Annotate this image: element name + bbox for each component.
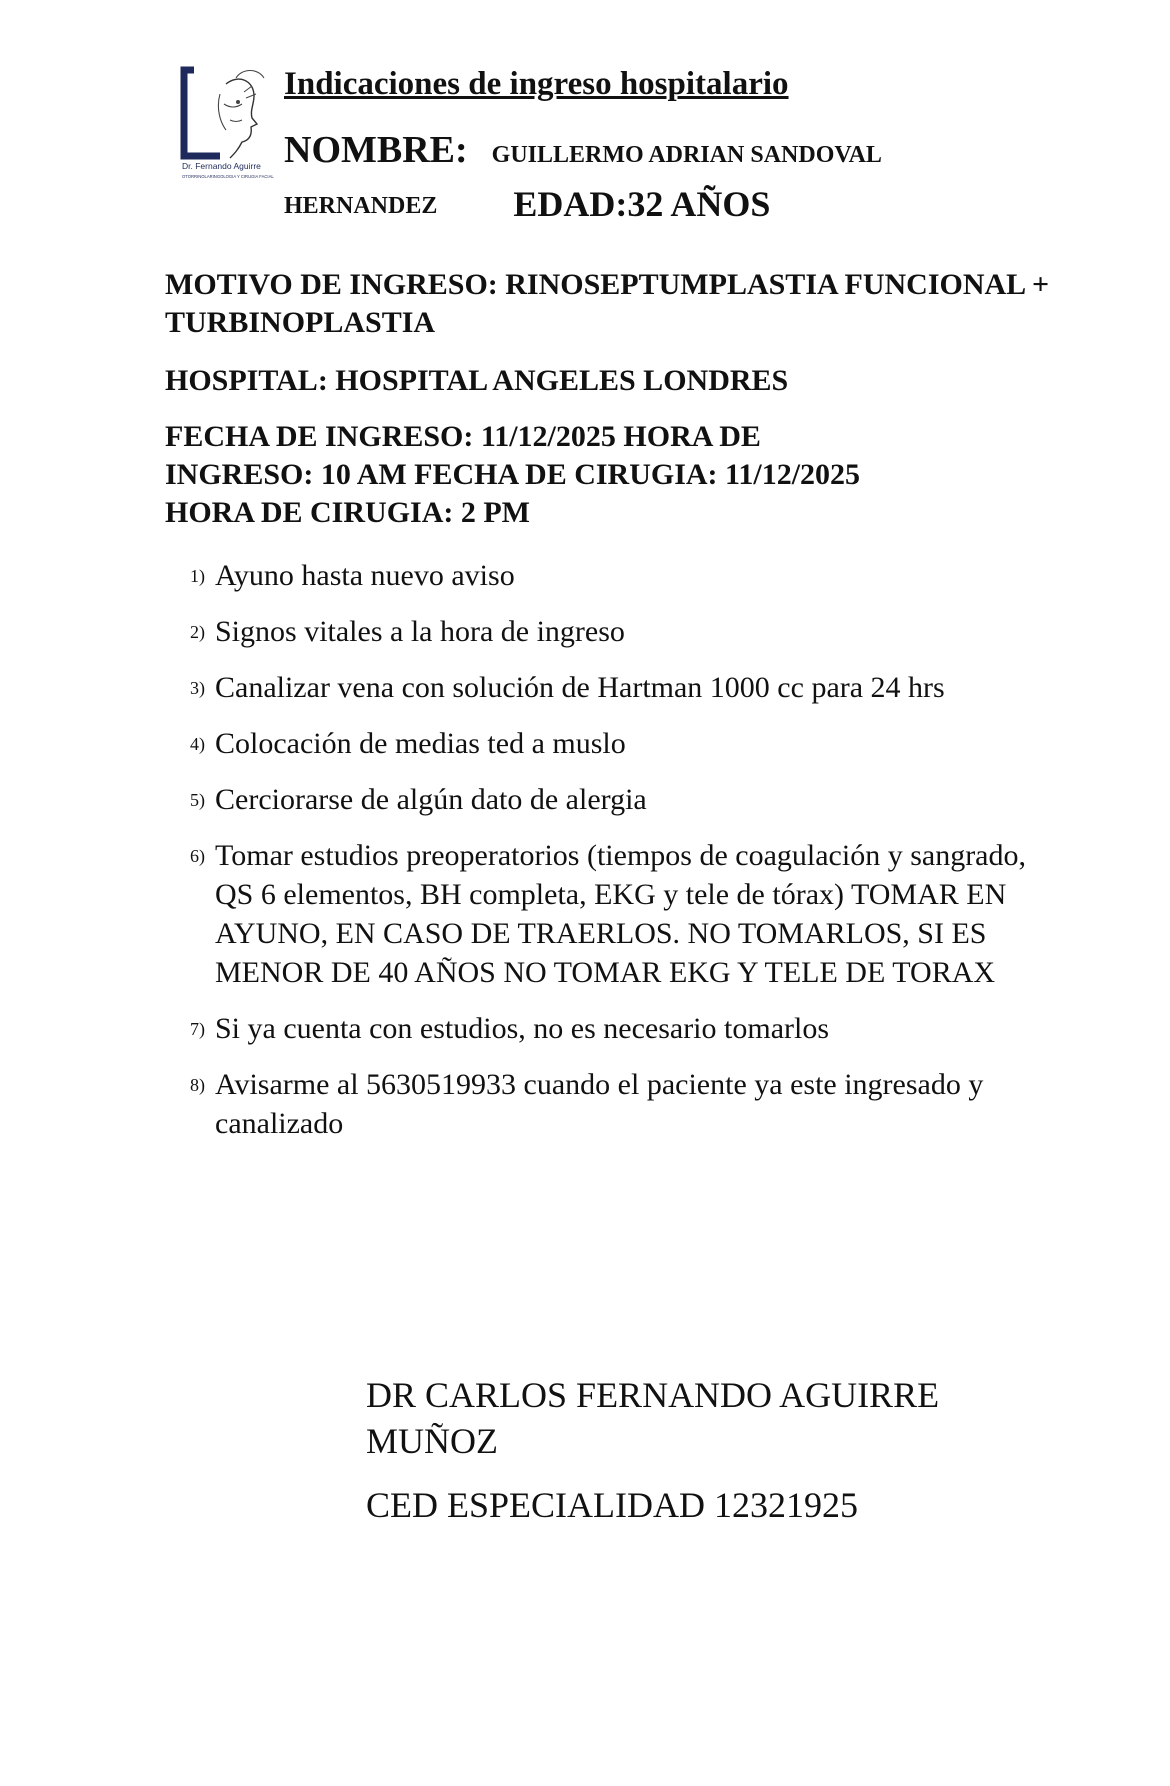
- logo-subtext: OTORRINOLARINGOLOGIA Y CIRUGIA FACIAL: [182, 174, 274, 179]
- nombre-value-2: HERNANDEZ: [284, 193, 438, 219]
- doctor-name: DR CARLOS FERNANDO AGUIRRE MUÑOZ: [366, 1375, 940, 1461]
- hospital-name: HOSPITAL: HOSPITAL ANGELES LONDRES: [165, 364, 789, 397]
- doctor-license: CED ESPECIALIDAD 12321925: [366, 1485, 858, 1525]
- list-item: [190, 1009, 1070, 1048]
- patient-name-line-2: [284, 180, 770, 222]
- list-item: [190, 724, 1070, 763]
- item-number: 4): [190, 734, 205, 754]
- clinic-logo: [180, 64, 285, 182]
- item-text: Cerciorarse de algún dato de alergia: [215, 783, 647, 816]
- item-number: 8): [190, 1075, 205, 1095]
- item-number: 7): [190, 1019, 205, 1039]
- document-title: Indicaciones de ingreso hospitalario: [284, 66, 789, 102]
- item-text: Colocación de medias ted a muslo: [215, 727, 626, 760]
- patient-age: EDAD:32 AÑOS: [513, 184, 771, 224]
- logo-text: Dr. Fernando Aguirre: [182, 161, 261, 171]
- item-number: 5): [190, 790, 205, 810]
- item-text: Signos vitales a la hora de ingreso: [215, 615, 625, 648]
- item-number: 2): [190, 622, 205, 642]
- list-item: [190, 836, 1070, 992]
- nombre-value-1: GUILLERMO ADRIAN SANDOVAL: [491, 142, 882, 168]
- list-item: [190, 1065, 1070, 1143]
- item-text: Avisarme al 5630519933 cuando el paciente ya este ingresado y canalizado: [215, 1068, 984, 1140]
- list-item: [190, 556, 1070, 595]
- item-number: 1): [190, 566, 205, 586]
- item-text: Canalizar vena con solución de Hartman 1000 cc para 24 hrs: [215, 671, 945, 704]
- item-number: 3): [190, 678, 205, 698]
- item-text: Si ya cuenta con estudios, no es necesario tomarlos: [215, 1012, 830, 1045]
- item-text: Ayuno hasta nuevo aviso: [215, 559, 515, 592]
- admission-dates: FECHA DE INGRESO: 11/12/2025 HORA DE INGRESO: 10 AM FECHA DE CIRUGIA: 11/12/2025 HORA DE CIRUGIA: 2 PM: [165, 420, 861, 529]
- list-item: [190, 668, 1070, 707]
- list-item: [190, 612, 1070, 651]
- face-logo-icon: [180, 64, 285, 182]
- indications-list: [190, 556, 1070, 1160]
- item-text: Tomar estudios preoperatorios (tiempos de coagulación y sangrado, QS 6 elementos, BH completa, EKG y tele de tórax) TOMAR EN AYUNO, EN CASO DE TRAERLOS. NO TOMARLOS, SI ES MENOR DE 40 AÑOS NO TOMAR EKG Y TELE DE TORAX: [215, 839, 1026, 989]
- admission-reason: MOTIVO DE INGRESO: RINOSEPTUMPLASTIA FUNCIONAL + TURBINOPLASTIA: [165, 268, 1050, 339]
- item-number: 6): [190, 846, 205, 866]
- nombre-label: NOMBRE:: [284, 129, 468, 171]
- patient-name-line: [284, 128, 882, 172]
- list-item: [190, 780, 1070, 819]
